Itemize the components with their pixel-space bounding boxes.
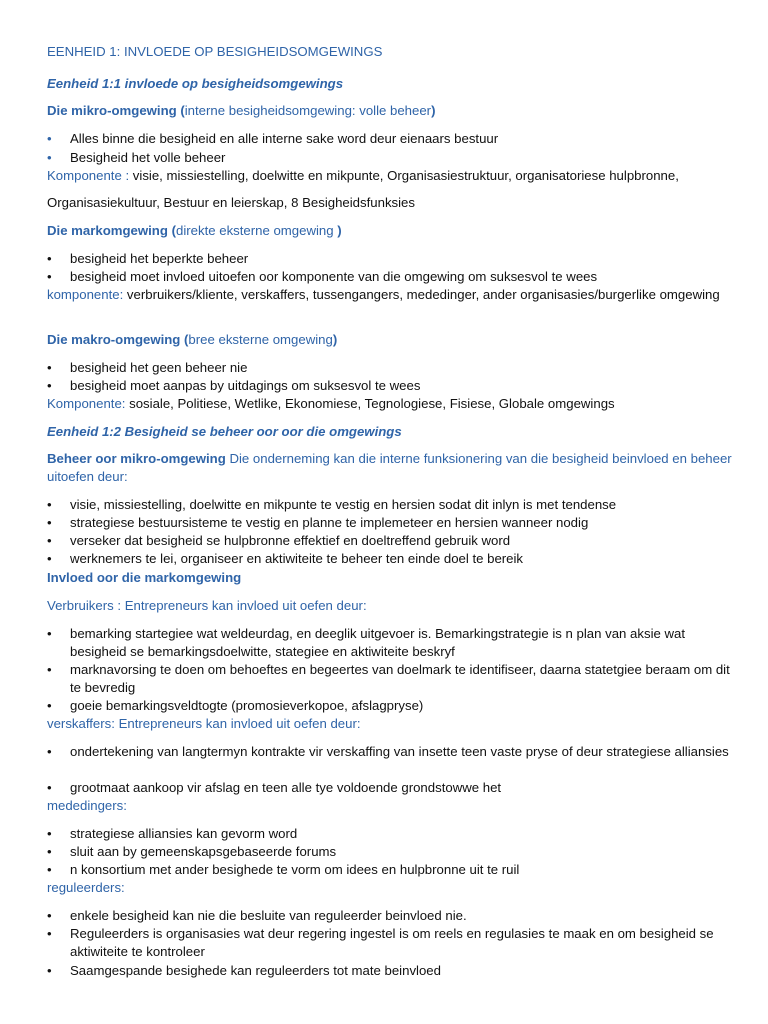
bullet-icon: • [47,844,52,859]
bullet-icon: • [47,150,52,165]
makro-heading-label: Die makro-omgewing ( [47,332,189,347]
makro-heading-close: ) [332,332,338,347]
list-item [47,843,732,861]
components-text: visie, missiestelling, doelwitte en mikpunte, Organisasiestruktuur, organisatoriese hulpbronne, [129,168,679,183]
list-item-text: besigheid het beperkte beheer [70,251,249,266]
verskaffers-heading: verskaffers: Entrepreneurs kan invloed uit oefen deur: [47,716,361,731]
list-item [47,496,732,514]
list-item-text: enkele besigheid kan nie die besluite van reguleerder beinvloed nie. [70,908,467,923]
mikro-heading [47,102,732,120]
mikro-heading-close: ) [431,103,436,118]
section-heading-unit-1-2: Eenheid 1:2 Besigheid se beheer oor oor die omgewings [47,424,402,439]
bullet-icon: • [47,131,52,146]
list-item-text: Alles binne die besigheid en alle interne sake word deur eienaars bestuur [70,131,499,146]
components-text: verbruikers/kliente, verskaffers, tussengangers, mededinger, ander organisasies/burgerlike omgewing [123,287,720,302]
list-item [47,779,732,797]
list-item [47,697,732,715]
mikro-components-continued: Organisasiekultuur, Bestuur en leierskap, 8 Besigheidsfunksies [47,195,415,210]
beheer-heading-label: Beheer oor mikro-omgewing [47,451,226,466]
list-item [47,532,732,550]
makro-heading-paren: bree eksterne omgewing [188,332,333,347]
list-item-text: strategiese bestuursisteme te vestig en planne te implemeteer en hersien wanneer nodig [70,515,589,530]
list-item-text: grootmaat aankoop vir afslag en teen alle tye voldoende grondstowwe het [70,780,502,795]
list-item [47,149,732,167]
mark-heading-close: ) [337,223,342,238]
bullet-icon: • [47,533,52,548]
list-item-text: besigheid moet aanpas by uitdagings om suksesvol te wees [70,378,421,393]
verbruikers-heading: Verbruikers : Entrepreneurs kan invloed uit oefen deur: [47,598,367,613]
beheer-heading-text: Die onderneming kan die interne funksionering van die besigheid beinvloed en beheer uitoefen deur: [47,451,732,484]
list-item-text: strategiese alliansies kan gevorm word [70,826,298,841]
components-text: sosiale, Politiese, Wetlike, Ekonomiese, Tegnologiese, Fisiese, Globale omgewings [125,396,615,411]
list-item-text: Besigheid het volle beheer [70,150,226,165]
list-item [47,861,732,879]
list-item-text: marknavorsing te doen om behoeftes en begeertes van doelmark te identifiseer, daarna statetgiee beraam om dit te bevredig [70,662,730,695]
components-label: Komponente: [47,396,126,411]
bullet-icon: • [47,662,52,677]
bullet-icon: • [47,626,52,641]
components-label: komponente: [47,287,124,302]
list-item [47,625,732,661]
makro-heading [47,331,732,349]
invloed-heading: Invloed oor die markomgewing [47,570,242,585]
list-item [47,907,732,925]
bullet-icon: • [47,551,52,566]
bullet-icon: • [47,360,52,375]
list-item [47,268,732,286]
mikro-components [47,167,732,185]
list-item-text: sluit aan by gemeenskapsgebaseerde forums [70,844,337,859]
list-item-text: bemarking startegiee wat weldeurdag, en deeglik uitgevoer is. Bemarkingstrategie is n plan van aksie wat besigheid se bemarkingsdoelwitte, stategiee en aktiwiteite beskryf [70,626,686,659]
list-item-text: goeie bemarkingsveldtogte (promosieverkopoe, afslagpryse) [70,698,424,713]
list-item [47,377,732,395]
bullet-icon: • [47,963,52,978]
bullet-icon: • [47,251,52,266]
list-item [47,550,732,568]
list-item-text: verseker dat besigheid se hulpbronne effektief en doeltreffend gebruik word [70,533,511,548]
list-item-text: n konsortium met ander besighede te vorm om idees en hulpbronne uit te ruil [70,862,520,877]
mark-components [47,286,732,304]
list-item-text: besigheid het geen beheer nie [70,360,248,375]
section-heading-unit-1-1: Eenheid 1:1 invloede op besigheidsomgewings [47,76,344,91]
mikro-heading-paren: interne besigheidsomgewing: volle beheer [184,103,432,118]
list-item-text: Saamgespande besighede kan reguleerders tot mate beinvloed [70,963,441,978]
list-item [47,743,732,761]
list-item-text: werknemers te lei, organiseer en aktiwiteite te beheer ten einde doel te bereik [70,551,524,566]
mark-heading-paren: direkte eksterne omgewing [175,223,338,238]
reguleerders-heading: reguleerders: [47,880,125,895]
list-item-text: visie, missiestelling, doelwitte en mikpunte te vestig en hersien sodat dit inlyn is met tendense [70,497,617,512]
mededingers-heading: mededingers: [47,798,127,813]
list-item-text: besigheid moet invloed uitoefen oor komponente van die omgewing om suksesvol te wees [70,269,598,284]
components-label: Komponente : [47,168,130,183]
list-item [47,925,732,961]
bullet-icon: • [47,515,52,530]
list-item [47,514,732,532]
mikro-heading-label: Die mikro-omgewing ( [47,103,185,118]
bullet-icon: • [47,908,52,923]
list-item-text: ondertekening van langtermyn kontrakte vir verskaffing van insette teen vaste pryse of deur strategiese alliansies [70,744,729,759]
bullet-icon: • [47,926,52,941]
list-item [47,359,732,377]
bullet-icon: • [47,780,52,795]
list-item [47,825,732,843]
bullet-icon: • [47,378,52,393]
bullet-icon: • [47,744,52,759]
bullet-icon: • [47,826,52,841]
list-item [47,130,732,148]
mark-heading-label: Die markomgewing ( [47,223,176,238]
list-item [47,962,732,980]
bullet-icon: • [47,698,52,713]
beheer-heading [47,450,732,486]
makro-components [47,395,732,413]
bullet-icon: • [47,862,52,877]
list-item-text: Reguleerders is organisasies wat deur regering ingestel is om reels en regulasies te maak en om besigheid se aktiwiteite te kontroleer [70,926,714,959]
list-item [47,250,732,268]
list-item [47,661,732,697]
document-title: EENHEID 1: INVLOEDE OP BESIGHEIDSOMGEWINGS [47,44,383,59]
mark-heading [47,222,732,240]
bullet-icon: • [47,497,52,512]
bullet-icon: • [47,269,52,284]
